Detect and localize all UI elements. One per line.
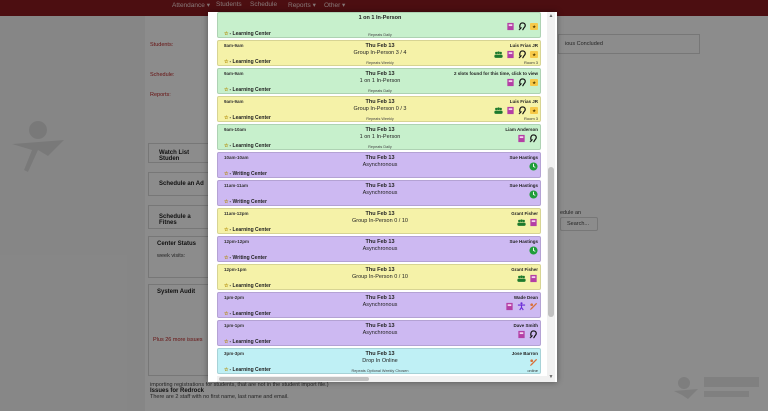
session-type: 1 on 1 In-Person [359,78,401,84]
session-type: Asynchronous [362,330,398,336]
slots-found-link[interactable]: 2 slots found for this time, click to view [453,71,538,76]
session-card[interactable] [217,236,541,262]
session-card[interactable] [217,96,541,122]
hearing-icon [518,50,527,59]
session-date: 1 on 1 In-Person [358,15,402,21]
session-staff: Dave Smith [513,323,538,328]
session-repeat: Repeats Daily [368,33,392,37]
center-star-icon: ☆ [224,255,229,261]
room-icon [529,218,538,227]
session-type: Asynchronous [362,162,398,168]
session-time: 3pm-3pm [224,351,245,356]
session-date: Thu Feb 13 [365,295,395,301]
center-star-icon: ☆ [224,59,229,65]
group-icon [517,274,526,283]
session-card[interactable] [217,40,541,66]
session-type: Group In-Person 0 / 10 [352,274,408,280]
session-date: Thu Feb 13 [365,267,395,273]
room-icon [506,106,515,115]
session-repeat: Repeats Weekly [366,117,394,121]
session-list[interactable] [217,12,541,376]
session-center: ☆- Writing Center [224,171,267,177]
session-icons [506,21,538,31]
group-icon [494,50,503,59]
session-time: 9am-10am [224,127,247,132]
session-icons [529,357,538,367]
center-star-icon: ☆ [224,367,229,373]
dot-icon [529,246,538,255]
bottom-note-2: There are 2 staff with no first name, last name and email. [150,394,289,400]
session-type: Asynchronous [362,302,398,308]
session-center: ☆- Learning Center [224,311,271,317]
session-icons [517,273,538,283]
session-center: ☆- Learning Center [224,115,271,121]
hearing-icon [518,78,527,87]
session-card[interactable] [217,12,541,38]
session-card[interactable] [217,264,541,290]
plus-more-link[interactable]: Plus 26 more issues [153,337,203,343]
horizontal-scrollbar[interactable] [217,376,547,382]
watch-list-title: Watch List Studen [159,150,190,162]
session-staff: Luis Frias JR [509,99,538,104]
nav-other[interactable]: Other ▾ [324,2,346,9]
session-staff: Luis Frias JR [509,43,538,48]
writing-icon [529,358,538,367]
session-center: ☆- Learning Center [224,143,271,149]
center-star-icon: ☆ [224,115,229,121]
session-room: online [527,368,538,373]
nav-students[interactable]: Students [216,1,242,8]
session-room: Room 3 [523,60,538,65]
center-star-icon: ☆ [224,339,229,345]
vertical-scrollbar[interactable] [547,12,555,382]
session-type: Drop In Online [362,358,398,364]
schedule-an-right-text: edule an [560,210,582,216]
hearing-icon [529,330,538,339]
search-button-label: Search... [567,221,590,227]
room-icon [506,78,515,87]
status-badge: ★ [532,107,536,113]
session-staff: Liam Anderson [505,127,538,132]
session-repeat: Repeats Daily [368,145,392,149]
session-card[interactable] [217,320,541,346]
session-repeat: Repeats Daily [368,89,392,93]
session-date: Thu Feb 13 [365,99,395,105]
session-time: 10am-10am [224,155,249,160]
center-star-icon: ☆ [224,143,229,149]
session-staff: Sue Hastings [509,183,538,188]
session-icons [529,189,538,199]
hearing-icon [529,134,538,143]
session-staff: Sue Hastings [509,239,538,244]
room-icon [517,134,526,143]
scroll-thumb[interactable] [548,167,554,317]
session-date: Thu Feb 13 [365,71,395,77]
session-card[interactable] [217,152,541,178]
session-type: Group In-Person 0 / 10 [352,218,408,224]
session-icons [494,105,538,115]
session-date: Thu Feb 13 [365,127,395,133]
room-icon [505,302,514,311]
reports-label: Reports: [150,92,171,98]
session-center: ☆- Learning Center [224,339,271,345]
center-star-icon: ☆ [224,87,229,93]
issues-title: Issues for Redrock [150,388,205,394]
session-room: Room 3 [523,116,538,121]
session-repeat: Repeats Optional Weekly Chosen [351,369,409,373]
center-status-title: Center Status [157,241,197,247]
center-star-icon: ☆ [224,283,229,289]
session-time: 1pm-1pm [224,323,245,328]
session-staff: Jose Barron [511,351,538,356]
bottom-note-1: importing registrations for students, that are not in the student import file.) [150,382,329,388]
schedule-label: Schedule: [150,72,175,78]
center-star-icon: ☆ [224,199,229,205]
dot-icon [529,162,538,171]
status-badge: ★ [532,51,536,57]
session-staff: Grant Fisher [511,211,538,216]
session-type: Asynchronous [362,246,398,252]
students-label: Students: [150,42,174,48]
session-date: Thu Feb 13 [365,155,395,161]
session-type: Asynchronous [362,190,398,196]
session-center: ☆- Learning Center [224,367,271,373]
session-date: Thu Feb 13 [365,183,395,189]
session-center: ☆- Learning Center [224,87,271,93]
nav-reports[interactable]: Reports ▾ [288,2,316,9]
session-icons [505,301,538,311]
session-staff: Sue Hastings [509,155,538,160]
writing-icon [529,302,538,311]
status-badge: ★ [532,79,536,85]
session-card[interactable] [217,292,541,318]
session-date: Thu Feb 13 [365,239,395,245]
group-icon [494,106,503,115]
session-time: 12pm-12pm [224,239,250,244]
schedule-an-title: Schedule an Ad [159,181,204,187]
session-icons [517,133,538,143]
session-staff: Grant Fisher [511,267,538,272]
room-icon [529,274,538,283]
session-card[interactable] [217,208,541,234]
session-card[interactable] [217,180,541,206]
session-icons [529,245,538,255]
scroll-up-arrow[interactable]: ▲ [548,13,554,19]
session-icons [494,49,538,59]
session-icons [529,161,538,171]
center-star-icon: ☆ [224,171,229,177]
session-time: 11am-12pm [224,211,249,216]
session-date: Thu Feb 13 [365,351,395,357]
session-center: ☆- Learning Center [224,31,271,37]
session-card[interactable] [217,124,541,150]
session-time: 9am-9am [224,99,244,104]
center-star-icon: ☆ [224,227,229,233]
session-center: ☆- Writing Center [224,255,267,261]
session-type: 1 on 1 In-Person [359,134,401,140]
session-time: 9am-9am [224,71,244,76]
center-star-icon: ☆ [224,311,229,317]
accessibility-icon [517,302,526,311]
session-staff: Wade Dean [513,295,538,300]
scroll-down-arrow[interactable]: ▼ [548,374,554,380]
session-time: 8am-9am [224,43,244,48]
center-star-icon: ☆ [224,31,229,37]
session-type: Group In-Person 0 / 3 [353,106,407,112]
week-visits-label: week visits: [157,253,186,259]
session-card[interactable] [217,68,541,94]
session-icons [506,77,538,87]
session-icons [517,217,538,227]
group-icon [517,218,526,227]
room-icon [506,50,515,59]
session-center: ☆- Learning Center [224,59,271,65]
system-audit-title: System Audit [157,289,196,295]
session-type: Group In-Person 3 / 4 [353,50,407,56]
horizontal-scroll-thumb[interactable] [219,377,369,381]
hearing-icon [518,106,527,115]
session-time: 1pm-2pm [224,295,245,300]
schedule-fitness-title: Schedule a Fitnes [159,214,191,226]
hearing-icon [518,22,527,31]
nav-attendance[interactable]: Attendance ▾ [172,2,210,9]
session-center: ☆- Writing Center [224,199,267,205]
room-icon [506,22,515,31]
session-repeat: Repeats Weekly [366,61,394,65]
session-icons [517,329,538,339]
session-time: 11am-11am [224,183,249,188]
session-date: Thu Feb 13 [365,211,395,217]
session-date: Thu Feb 13 [365,43,395,49]
session-center: ☆- Learning Center [224,283,271,289]
concluded-text: ious Concluded [565,41,603,47]
room-icon [517,330,526,339]
session-date: Thu Feb 13 [365,323,395,329]
session-time: 12pm-1pm [224,267,247,272]
session-card[interactable] [217,348,541,374]
status-badge: ★ [532,23,536,29]
dot-icon [529,190,538,199]
nav-schedule[interactable]: Schedule [250,1,278,8]
session-list-modal [208,12,557,382]
session-center: ☆- Learning Center [224,227,271,233]
